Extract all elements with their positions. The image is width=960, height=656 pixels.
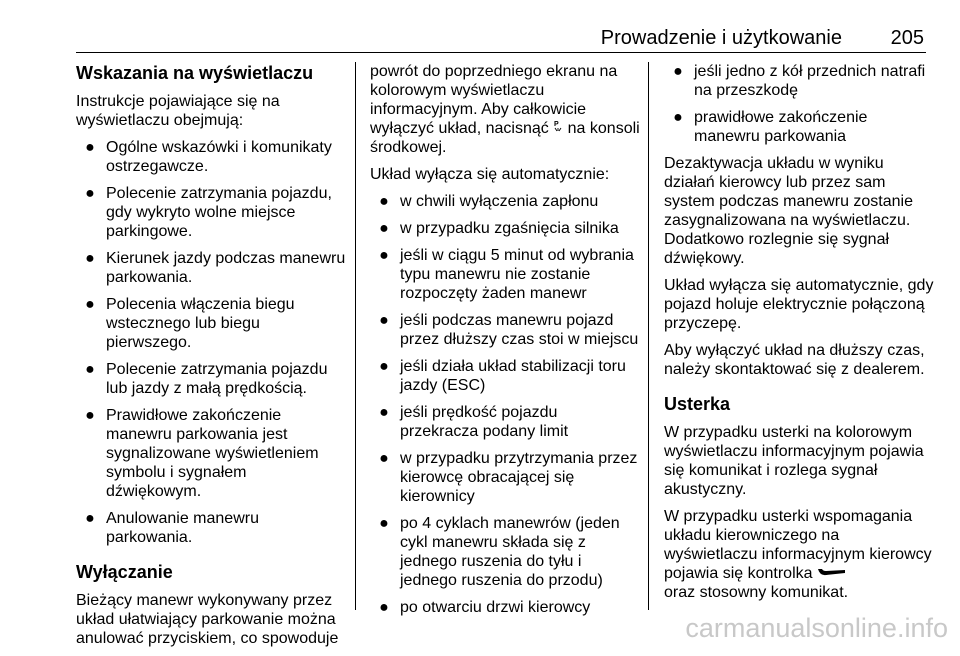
list-item: ● w przypadku zgaśnięcia silnika xyxy=(379,220,619,237)
bullet-icon: ● xyxy=(85,361,95,378)
list-item: ● jeśli działa układ stabilizacji toru jazdy (ESC) xyxy=(379,358,626,394)
list-item: ● Polecenia włączenia biegu wstecznego lub biegu pierwszego. xyxy=(85,296,295,351)
svg-text:P: P xyxy=(554,121,559,128)
bullet-icon: ● xyxy=(379,312,389,329)
bullet-icon: ● xyxy=(85,296,95,313)
section-heading-display: Wskazania na wyświetlaczu xyxy=(76,63,314,83)
bullet-icon: ● xyxy=(85,250,95,267)
list-item: ● Anulowanie manewru parkowania. xyxy=(85,510,259,546)
list-item: ● po otwarciu drzwi kierowcy xyxy=(379,599,591,616)
bullet-list xyxy=(370,192,640,617)
column-3 xyxy=(664,62,934,610)
paragraph: Układ wyłącza się automatycznie: xyxy=(370,166,610,183)
section-heading-off: Wyłączanie xyxy=(76,562,173,582)
column-divider xyxy=(648,62,649,610)
bullet-icon: ● xyxy=(85,139,95,156)
bullet-icon: ● xyxy=(379,515,389,532)
column-2 xyxy=(370,62,640,625)
paragraph: Układ wyłącza się automatycznie, gdy pojazd holuje elektrycznie połączoną przyczepę. xyxy=(664,277,934,332)
paragraph: powrót do poprzedniego ekranu na kolorowym wyświetlaczu informacyjnym. Aby całkowicie wyłączyć układ, nacisnąć P na konsoli środkowej. xyxy=(370,63,640,156)
column-1 xyxy=(76,62,346,656)
page-number: 205 xyxy=(890,27,924,49)
bullet-icon: ● xyxy=(379,450,389,467)
list-item: ● Polecenie zatrzymania pojazdu lub jazdy z małą prędkością. xyxy=(85,361,328,397)
bullet-icon: ● xyxy=(379,220,389,237)
list-item: ● w chwili wyłączenia zapłonu xyxy=(379,193,599,210)
bullet-icon: ● xyxy=(379,358,389,375)
header-title: Prowadzenie i użytkowanie xyxy=(600,27,842,49)
bullet-icon: ● xyxy=(85,407,95,424)
list-item: ● Ogólne wskazówki i komunikaty ostrzegawcze. xyxy=(85,139,332,175)
bullet-icon: ● xyxy=(379,247,389,264)
header-rule xyxy=(76,52,926,53)
list-item: ● jeśli podczas manewru pojazd przez dłuższy czas stoi w miejscu xyxy=(379,312,639,348)
paragraph: Instrukcje pojawiające się na wyświetlaczu obejmują: xyxy=(76,93,280,129)
section-heading-fault: Usterka xyxy=(664,394,731,414)
page-header xyxy=(76,26,924,50)
paragraph: Dezaktywacja układu w wyniku działań kierowcy lub przez sam system podczas manewru zostanie zasygnalizowana na wyświetlaczu. Dodatkowo rozlegnie się sygnał dźwiękowy. xyxy=(664,155,913,267)
park-assist-button-icon xyxy=(553,119,563,133)
list-item: ● Polecenie zatrzymania pojazdu, gdy wykryto wolne miejsce parkingowe. xyxy=(85,185,332,240)
list-item: ● prawidłowe zakończenie manewru parkowania xyxy=(673,109,868,145)
list-item: ● jeśli prędkość pojazdu przekracza podany limit xyxy=(379,404,569,440)
list-item: ● po 4 cyklach manewrów (jeden cykl manewru składa się z jednego ruszenia do tyłu i jednego ruszenia do przodu) xyxy=(379,515,620,589)
list-item: ● jeśli jedno z kół przednich natrafi na przeszkodę xyxy=(673,63,926,99)
list-item: ● w przypadku przytrzymania przez kierowcę obracającej się kierownicy xyxy=(379,450,638,505)
bullet-icon: ● xyxy=(673,109,683,126)
watermark: carmanualsonline.info xyxy=(685,613,948,643)
list-item: ● Kierunek jazdy podczas manewru parkowania. xyxy=(85,250,346,286)
list-item: ● Prawidłowe zakończenie manewru parkowania jest sygnalizowane wyświetleniem symbolu i sygnałem dźwiękowym. xyxy=(85,407,319,500)
bullet-icon: ● xyxy=(379,599,389,616)
paragraph: Aby wyłączyć układ na dłuższy czas, należy skontaktować się z dealerem. xyxy=(664,342,925,378)
bullet-icon: ● xyxy=(673,63,683,80)
paragraph: W przypadku usterki na kolorowym wyświetlaczu informacyjnym pojawia się komunikat i rozlega sygnał akustyczny. xyxy=(664,424,924,498)
bullet-icon: ● xyxy=(379,404,389,421)
paragraph: Bieżący manewr wykonywany przez układ ułatwiający parkowanie można anulować przyciskiem, co spowoduje xyxy=(76,592,339,647)
bullet-list xyxy=(664,62,934,146)
list-item: ● jeśli w ciągu 5 minut od wybrania typu manewru nie zostanie rozpoczęty żaden manewr xyxy=(379,247,634,302)
paragraph: W przypadku usterki wspomagania układu kierowniczego na wyświetlaczu informacyjnym kierowcy pojawia się kontrolka oraz stosowny komunikat. xyxy=(664,508,932,601)
bullet-icon: ● xyxy=(85,510,95,527)
bullet-icon: ● xyxy=(85,185,95,202)
bullet-list xyxy=(76,138,346,547)
column-divider xyxy=(355,62,356,610)
steering-warning-icon xyxy=(817,566,847,578)
bullet-icon: ● xyxy=(379,193,389,210)
